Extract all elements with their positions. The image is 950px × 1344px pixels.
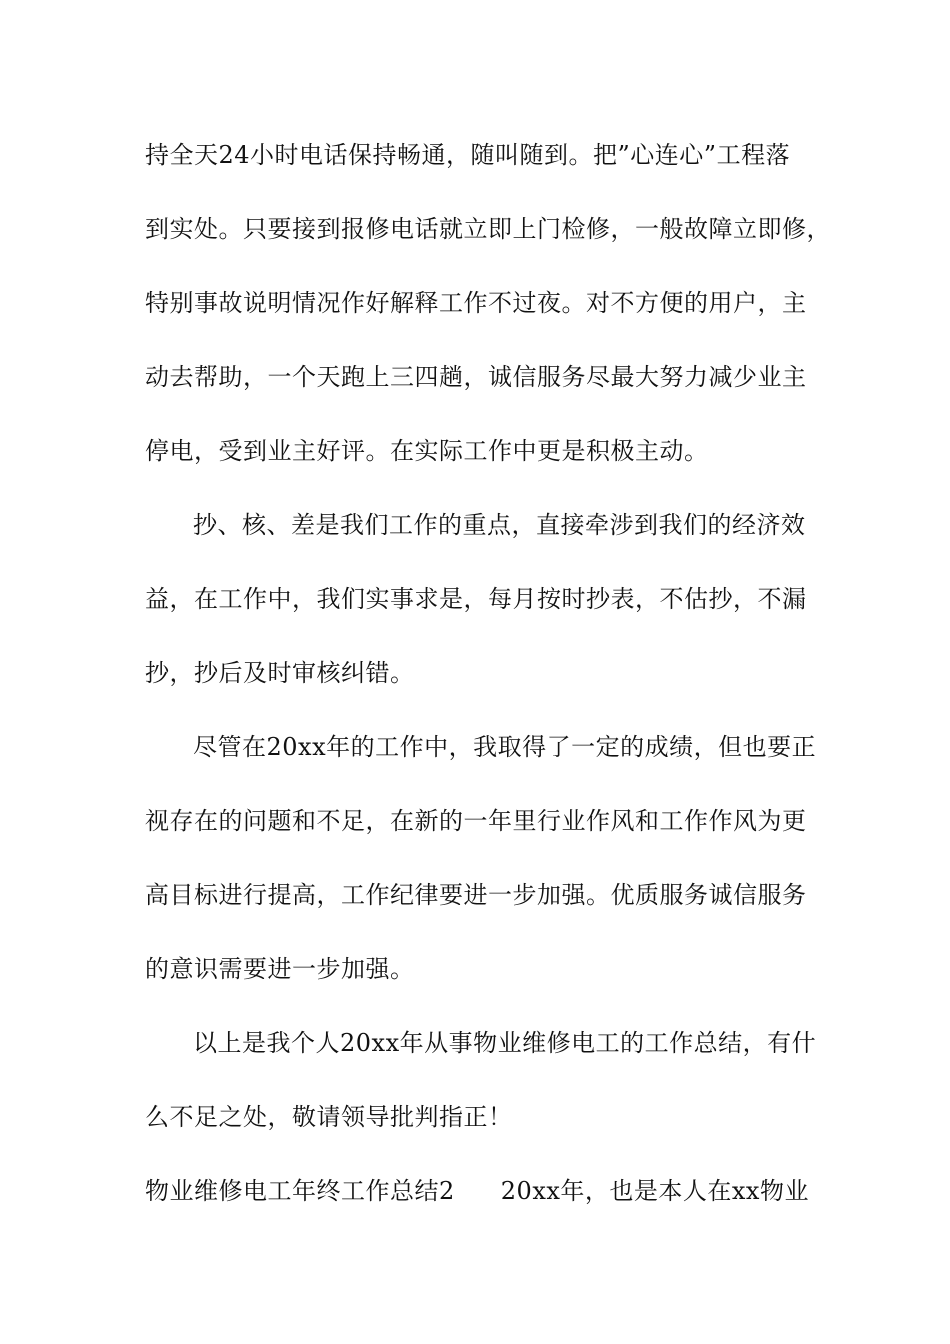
paragraph-line: 抄，抄后及时审核纠错。	[145, 659, 415, 687]
paragraph-line: 的意识需要进一步加强。	[145, 955, 415, 983]
paragraph-line: 特别事故说明情况作好解释工作不过夜。对不方便的用户，主	[145, 289, 807, 317]
paragraph-line: 么不足之处，敬请领导批判指正！	[145, 1103, 513, 1131]
paragraph-line: 持全天24小时电话保持畅通，随叫随到。把”心连心”工程落	[145, 141, 791, 169]
paragraph-line: 高目标进行提高，工作纪律要进一步加强。优质服务诚信服务	[145, 881, 807, 909]
paragraph-line: 抄、核、差是我们工作的重点，直接牵涉到我们的经济效	[193, 511, 806, 539]
section-heading-line	[145, 1176, 825, 1206]
paragraph-line: 停电，受到业主好评。在实际工作中更是积极主动。	[145, 437, 709, 465]
paragraph-line: 视存在的问题和不足，在新的一年里行业作风和工作作风为更	[145, 807, 807, 835]
paragraph-line: 益，在工作中，我们实事求是，每月按时抄表，不估抄，不漏	[145, 585, 807, 613]
paragraph-line: 以上是我个人20xx年从事物业维修电工的工作总结，有什	[193, 1029, 817, 1057]
paragraph-line: 动去帮助，一个天跑上三四趟，诚信服务尽最大努力减少业主	[145, 363, 807, 391]
paragraph-line: 尽管在20xx年的工作中，我取得了一定的成绩，但也要正	[193, 733, 817, 761]
paragraph-line: 到实处。只要接到报修电话就立即上门检修，一般故障立即修，	[145, 215, 831, 243]
heading-continuation: 20xx年，也是本人在xx物业	[500, 1177, 809, 1205]
section-heading: 物业维修电工年终工作总结2	[145, 1177, 455, 1205]
